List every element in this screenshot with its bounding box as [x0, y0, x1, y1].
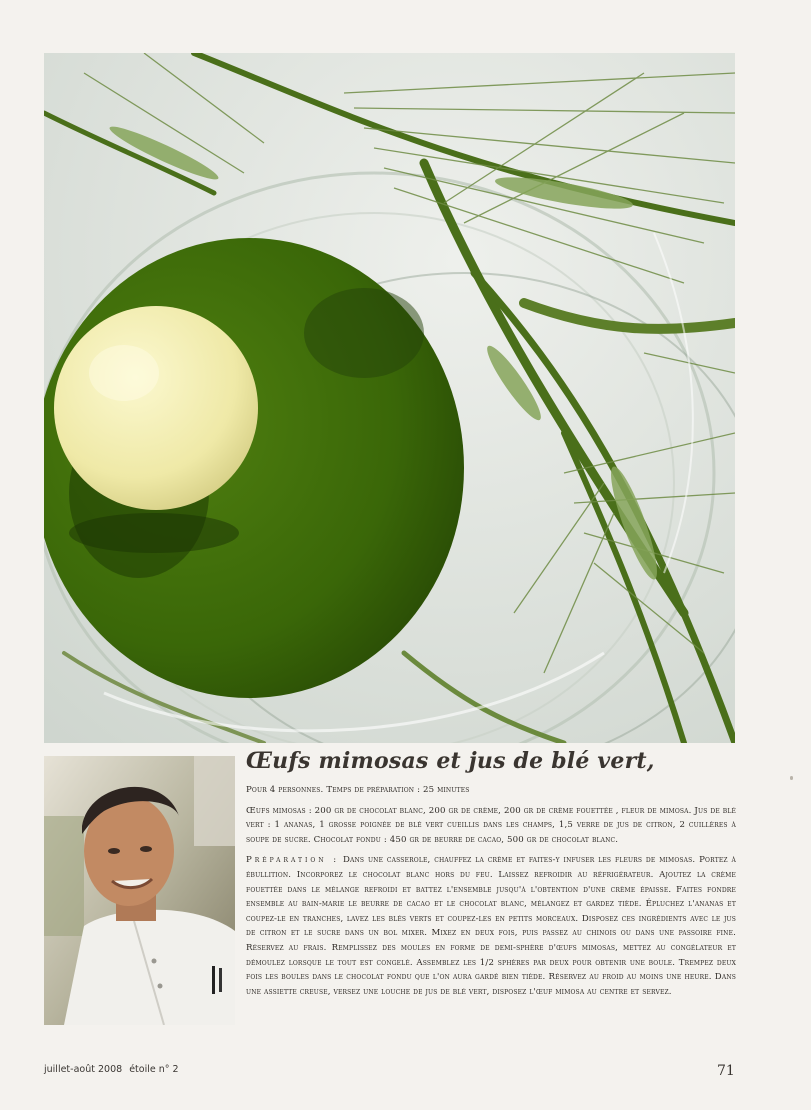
recipe-ingredients: Œufs mimosas : 200 gr de chocolat blanc, 200 gr de crème, 200 gr de crème fouettée , fleur de mimosa. Jus de blé vert : 1 ananas, 1 grosse poignée de blé vert cueillis dans les champs, 1,5 verre de jus de citron, 2 cuillères à soupe de sucre. Chocolat fondu : 450 gr de beurre de cacao, 500 gr de chocolat blanc.	[246, 805, 736, 845]
page-number: 71	[717, 1063, 735, 1079]
footer-issue	[44, 1064, 183, 1075]
magazine-name: étoile n° 2	[129, 1064, 179, 1075]
print-speck	[790, 776, 793, 780]
recipe-servings: Pour 4 personnes. Temps de préparation : 25 minutes	[246, 785, 470, 795]
recipe-text-block	[246, 748, 736, 1005]
issue-date: juillet-août 2008	[44, 1064, 123, 1075]
recipe-title: Œufs mimosas et jus de blé vert,	[246, 748, 655, 774]
preparation-label: Préparation :	[246, 855, 340, 866]
chef-portrait	[44, 756, 235, 1025]
dish-photo	[44, 53, 735, 743]
recipe-preparation	[246, 853, 736, 999]
preparation-text: Dans une casserole, chauffez la crème et faites-y infuser les fleurs de mimosas. Portez à ébullition. Incorporez le chocolat blanc hors du feu. Laissez refroidir au réfrigérateur. Ajoutez la crème fouettée dans le mélange refroidi et battez l'ensemble jusqu'à l'obtention d'une crème épaisse. Faites fondre ensemble au bain-marie le beurre de cacao et le chocolat blanc, mélangez et gardez tiède. Épluchez l'ananas et coupez-le en tranches, lavez les blés verts et coupez-les en petits morceaux. Disposez ces ingrédients avec le jus de citron et le sucre dans un bol mixer. Mixez en deux fois, puis passez au chinois ou dans une passoire fine. Réservez au frais. Remplissez des moules en forme de demi-sphère d'œufs mimosas, mettez au congélateur et démoulez lorsque le tout est congelé. Assemblez les 1/2 sphères par deux pour obtenir une boule. Trempez deux fois les boules dans le chocolat fondu que l'on aura gardé bien tiède. Réservez au froid au moins une heure. Dans une assiette creuse, versez une louche de jus de blé vert, disposez l'œuf mimosa au centre et servez.	[246, 855, 736, 997]
